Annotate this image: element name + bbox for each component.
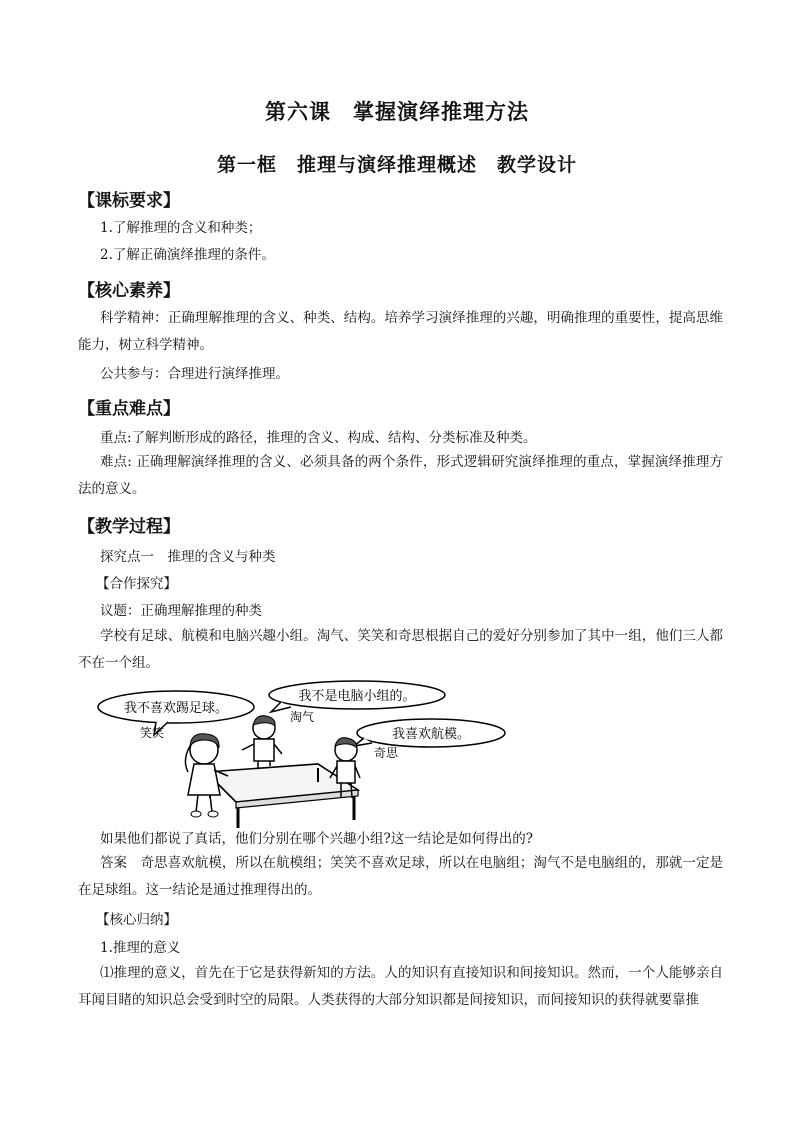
literacy-heading: 【核心素养】 <box>78 281 180 301</box>
keypoints-focus: 重点:了解判断形成的路径，推理的含义、构成、结构、分类标准及种类。 <box>100 430 537 446</box>
bubble-text-qisi: 我喜欢航模。 <box>391 727 471 742</box>
summary-heading: 【核心归纳】 <box>96 912 177 928</box>
question-line: 如果他们都说了真话，他们分别在哪个兴趣小组?这一结论是如何得出的? <box>100 831 533 847</box>
literacy-public: 公共参与：合理进行演绎推理。 <box>100 366 289 382</box>
keypoints-heading: 【重点难点】 <box>78 399 180 419</box>
lesson-title: 第六课 掌握演绎推理方法 <box>265 100 529 124</box>
curriculum-heading: 【课标要求】 <box>78 191 180 211</box>
process-heading: 【教学过程】 <box>78 517 180 537</box>
scenario-paragraph: 学校有足球、航模和电脑兴趣小组。淘气、笑笑和奇思根据自己的爱好分别参加了其中一组，他们三人都不在一个组。 <box>78 628 723 671</box>
answer-paragraph: 答案 奇思喜欢航模，所以在航模组；笑笑不喜欢足球，所以在电脑组；淘气不是电脑组的，那就一定是在足球组。这一结论是通过推理得出的。 <box>78 855 723 898</box>
coop-heading: 【合作探究】 <box>96 576 177 592</box>
three-children-illustration <box>96 680 516 830</box>
explore-point-1: 探究点一 推理的含义与种类 <box>100 549 276 565</box>
section-title: 第一框 推理与演绎推理概述 教学设计 <box>216 154 577 176</box>
name-qisi: 奇思 <box>374 746 399 760</box>
name-xiaoxiao: 笑笑 <box>140 726 165 740</box>
topic-line: 议题：正确理解推理的种类 <box>100 603 262 619</box>
literacy-science: 科学精神：正确理解推理的含义、种类、结构。培养学习演绎推理的兴趣，明确推理的重要性，提高思维能力，树立科学精神。 <box>78 310 723 353</box>
name-taoqi: 淘气 <box>290 710 315 724</box>
curriculum-item-1: 1.了解推理的含义和种类； <box>100 220 262 236</box>
boy-taoqi-figure <box>242 716 282 768</box>
keypoints-difficulty: 难点: 正确理解演绎推理的含义、必须具备的两个条件，形式逻辑研究演绎推理的重点，掌握演绎推理方法的意义。 <box>78 454 723 497</box>
curriculum-item-2: 2.了解正确演绎推理的条件。 <box>100 247 275 263</box>
meaning-title: 1.推理的意义 <box>100 940 181 956</box>
meaning-paragraph: ⑴推理的意义，首先在于它是获得新知的方法。人的知识有直接知识和间接知识。然而，一个人能够亲自耳闻目睹的知识总会受到时空的局限。人类获得的大部分知识都是间接知识，而间接知识的获得就要靠推 <box>78 965 723 1008</box>
bubble-text-xiaoxiao: 我不喜欢踢足球。 <box>123 701 229 716</box>
bubble-text-taoqi: 我不是电脑小组的。 <box>298 689 416 704</box>
